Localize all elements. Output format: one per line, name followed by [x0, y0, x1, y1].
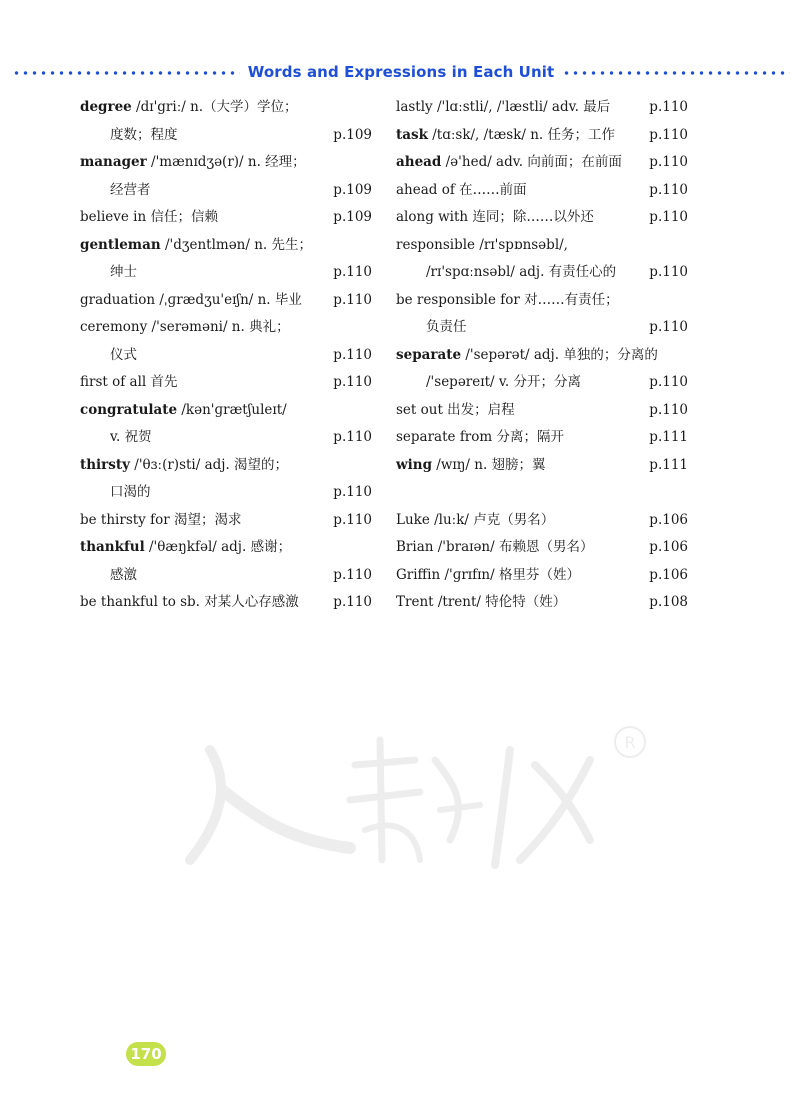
entry-page-ref: p.110 [333, 264, 372, 280]
vocab-entry [80, 589, 372, 617]
entry-text: lastly /'lɑːstli/, /'læstli/ adv. 最后 [396, 99, 611, 115]
left-column [80, 94, 372, 617]
vocab-entry [80, 562, 372, 590]
headword: thankful [80, 539, 145, 555]
entry-text: /'sepəreɪt/ v. 分开；分离 [426, 374, 581, 390]
vocab-entry [396, 534, 688, 562]
vocab-entry [80, 479, 372, 507]
entry-page-ref: p.110 [333, 429, 372, 445]
entry-text: congratulate /kən'ɡrætʃuleɪt/ [80, 401, 287, 418]
vocab-entry [80, 424, 372, 452]
page-number-badge: 170 [126, 1042, 166, 1066]
vocab-entry [396, 369, 688, 397]
entry-text: Luke /luːk/ 卢克（男名） [396, 511, 555, 528]
entry-text: v. 祝贺 [110, 429, 152, 445]
entry-page-ref: p.109 [333, 181, 372, 198]
vocab-entry [396, 94, 688, 122]
header-dots-right [562, 71, 790, 75]
vocab-entry [80, 369, 372, 397]
entry-page-ref: p.106 [649, 539, 688, 555]
vocab-entry [80, 177, 372, 205]
entry-page-ref: p.110 [649, 181, 688, 198]
headword: degree [80, 99, 132, 115]
vocab-entry [80, 259, 372, 287]
headword: gentleman [80, 236, 161, 253]
vocab-entry [80, 204, 372, 232]
spacer [396, 479, 688, 507]
vocab-entry [396, 342, 688, 370]
svg-text:R: R [624, 733, 636, 752]
entry-page-ref: p.110 [649, 154, 688, 170]
entry-page-ref: p.110 [333, 484, 372, 500]
vocab-entry [396, 507, 688, 535]
entry-text: responsible /rɪ'spɒnsəbl/, [396, 236, 568, 253]
entry-text: thankful /'θæŋkfəl/ adj. 感谢； [80, 539, 292, 555]
entry-page-ref: p.111 [649, 429, 688, 445]
vocab-entry [396, 562, 688, 590]
entry-page-ref: p.110 [333, 594, 372, 610]
entry-page-ref: p.109 [333, 126, 372, 143]
entry-text: manager /'mænɪdʒə(r)/ n. 经理； [80, 154, 306, 170]
entry-text: separate /'sepərət/ adj. 单独的；分离的 [396, 346, 658, 363]
entry-text: be thankful to sb. 对某人心存感激 [80, 594, 299, 610]
entry-page-ref: p.106 [649, 511, 688, 528]
entry-page-ref: p.111 [649, 456, 688, 473]
entry-text: gentleman /'dʒentlmən/ n. 先生； [80, 236, 312, 253]
publisher-watermark [150, 720, 670, 890]
vocab-entry [80, 534, 372, 562]
vocab-entry [80, 122, 372, 150]
entry-text: degree /dɪ'griː/ n.（大学）学位； [80, 99, 298, 115]
entry-text: believe in 信任；信赖 [80, 209, 218, 225]
vocab-entry [80, 452, 372, 480]
entry-page-ref: p.109 [333, 209, 372, 225]
entry-text: 绅士 [110, 264, 137, 280]
header-dots-left [12, 71, 240, 75]
entry-text: be responsible for 对……有责任； [396, 291, 619, 308]
entry-page-ref: p.110 [333, 291, 372, 308]
vocab-entry [80, 507, 372, 535]
vocab-entry [80, 287, 372, 315]
entry-text: 负责任 [426, 319, 467, 335]
vocab-entry [396, 287, 688, 315]
entry-page-ref: p.110 [333, 566, 372, 583]
entry-page-ref: p.110 [649, 99, 688, 115]
vocab-entry [396, 177, 688, 205]
entry-page-ref: p.110 [649, 264, 688, 280]
entry-text: Brian /'braɪən/ 布赖恩（男名） [396, 539, 594, 555]
entry-page-ref: p.110 [333, 374, 372, 390]
vocab-entry [80, 397, 372, 425]
entry-text: ahead of 在……前面 [396, 181, 527, 198]
vocab-entry [396, 122, 688, 150]
headword: wing [396, 456, 433, 473]
entry-page-ref: p.110 [649, 401, 688, 418]
vocab-entry [80, 94, 372, 122]
entry-text: along with 连同；除……以外还 [396, 209, 594, 225]
headword: congratulate [80, 401, 178, 418]
headword: manager [80, 154, 147, 170]
entry-text: Trent /trent/ 特伦特（姓） [396, 594, 567, 610]
vocab-entry [396, 259, 688, 287]
section-title: Words and Expressions in Each Unit [247, 63, 555, 81]
headword: thirsty [80, 456, 130, 473]
entry-page-ref: p.110 [333, 346, 372, 363]
section-header [0, 58, 800, 86]
entry-page-ref: p.110 [333, 511, 372, 528]
vocab-entry [80, 342, 372, 370]
entry-text: /rɪ'spɑːnsəbl/ adj. 有责任心的 [426, 264, 617, 280]
entry-text: 经营者 [110, 181, 151, 198]
entry-text: ahead /ə'hed/ adv. 向前面；在前面 [396, 154, 622, 170]
headword: separate [396, 346, 462, 363]
entry-text: first of all 首先 [80, 374, 178, 390]
headword: task [396, 126, 428, 143]
entry-text: ceremony /'serəməni/ n. 典礼； [80, 319, 290, 335]
entry-text: be thirsty for 渴望；渴求 [80, 511, 242, 528]
vocab-entry [396, 149, 688, 177]
entry-text: separate from 分离；隔开 [396, 429, 564, 445]
vocab-entry [396, 314, 688, 342]
entry-text: wing /wɪŋ/ n. 翅膀；翼 [396, 456, 546, 473]
entry-page-ref: p.108 [649, 594, 688, 610]
vocab-entry [396, 232, 688, 260]
entry-text: 仪式 [110, 346, 137, 363]
entry-text: thirsty /'θɜː(r)sti/ adj. 渴望的； [80, 456, 289, 473]
vocab-entry [80, 314, 372, 342]
entry-page-ref: p.110 [649, 319, 688, 335]
vocab-entry [80, 149, 372, 177]
entry-text: graduation /ˌɡrædʒu'eɪʃn/ n. 毕业 [80, 291, 302, 308]
vocab-entry [396, 452, 688, 480]
headword: ahead [396, 154, 442, 170]
entry-text: 口渴的 [110, 484, 151, 500]
entry-page-ref: p.110 [649, 374, 688, 390]
entry-text: set out 出发；启程 [396, 401, 515, 418]
vocab-entry [396, 204, 688, 232]
entry-text: task /tɑːsk/, /tæsk/ n. 任务；工作 [396, 126, 616, 143]
entry-text: 感激 [110, 566, 137, 583]
entry-text: Griffin /'ɡrɪfɪn/ 格里芬（姓） [396, 566, 580, 583]
entry-page-ref: p.110 [649, 209, 688, 225]
entry-page-ref: p.110 [649, 126, 688, 143]
vocab-entry [80, 232, 372, 260]
right-column [396, 94, 688, 617]
entry-page-ref: p.106 [649, 566, 688, 583]
entry-text: 度数；程度 [110, 126, 178, 143]
vocab-entry [396, 589, 688, 617]
vocab-entry [396, 424, 688, 452]
vocab-entry [396, 397, 688, 425]
